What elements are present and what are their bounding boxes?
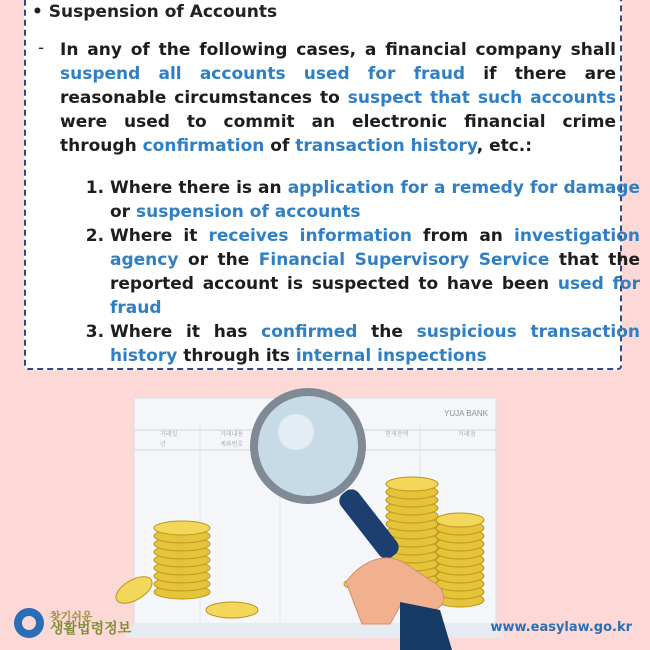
highlight-text: suspicious transaction history: [110, 322, 640, 366]
logo-text: [50, 611, 131, 635]
highlight-text: used for fraud: [110, 274, 640, 318]
item-text-part: the: [357, 322, 417, 342]
column-balance: 현재잔액: [385, 431, 409, 438]
case-item-2: [110, 224, 640, 320]
item-text-part: that the reported account is suspected to have been: [110, 250, 640, 294]
case-item-3: [110, 320, 640, 368]
item-text-part: Where it: [110, 226, 209, 246]
highlight-text: suspension of accounts: [135, 202, 361, 222]
item-text-part: Where it has: [110, 322, 262, 342]
intro-text-part: were used to commit an electronic financial crime through: [60, 112, 616, 156]
column-date: 거래일: [160, 431, 178, 438]
sub-column-account: 계좌번호: [220, 441, 244, 448]
intro-text-part: , etc.:: [476, 136, 533, 156]
intro-text-part: In any of the following cases, a financial company shall: [60, 40, 616, 60]
site-url-link[interactable]: www.easylaw.go.kr: [490, 620, 632, 635]
intro-text-part: if there are reasonable circumstances to: [60, 64, 616, 108]
highlight-text: application for a remedy for damage: [287, 178, 640, 198]
highlight-text: suspect that such accounts: [347, 88, 616, 108]
sub-column-year: 년: [160, 441, 166, 448]
intro-text-part: of: [264, 136, 296, 156]
highlight-text: confirmation: [142, 136, 265, 156]
section-title: • Suspension of Accounts: [32, 2, 278, 22]
item-text-part: through its: [177, 346, 296, 366]
item-text-part: from an: [411, 226, 514, 246]
item-text-part: or the: [178, 250, 259, 270]
intro-paragraph: [38, 38, 616, 158]
bank-statement-illustration: [100, 388, 520, 650]
highlight-text: internal inspections: [295, 346, 487, 366]
intro-text: [60, 38, 616, 158]
item-text-part: or: [110, 202, 136, 222]
notice-box: [24, 0, 640, 370]
logo-line-2: 생활법령정보: [50, 621, 132, 637]
logo-line-1: 찾기쉬운: [50, 610, 93, 623]
highlight-text: receives information: [208, 226, 412, 246]
logo-mark-icon: [14, 608, 44, 638]
highlight-text: transaction history: [295, 136, 477, 156]
bank-name: YUJA BANK: [443, 409, 488, 418]
highlight-text: confirmed: [261, 322, 358, 342]
highlight-text: suspend all accounts used for fraud: [60, 64, 466, 84]
column-branch: 거래점: [458, 431, 476, 438]
column-details: 거래내용: [220, 431, 244, 438]
footer-logo[interactable]: [14, 608, 131, 638]
case-list: [84, 176, 640, 368]
item-text-part: Where there is an: [110, 178, 288, 198]
case-item-1: [110, 176, 640, 224]
dash-bullet: -: [38, 38, 45, 58]
highlight-text: Financial Supervisory Service: [258, 250, 550, 270]
highlight-text: investigation agency: [110, 226, 640, 270]
